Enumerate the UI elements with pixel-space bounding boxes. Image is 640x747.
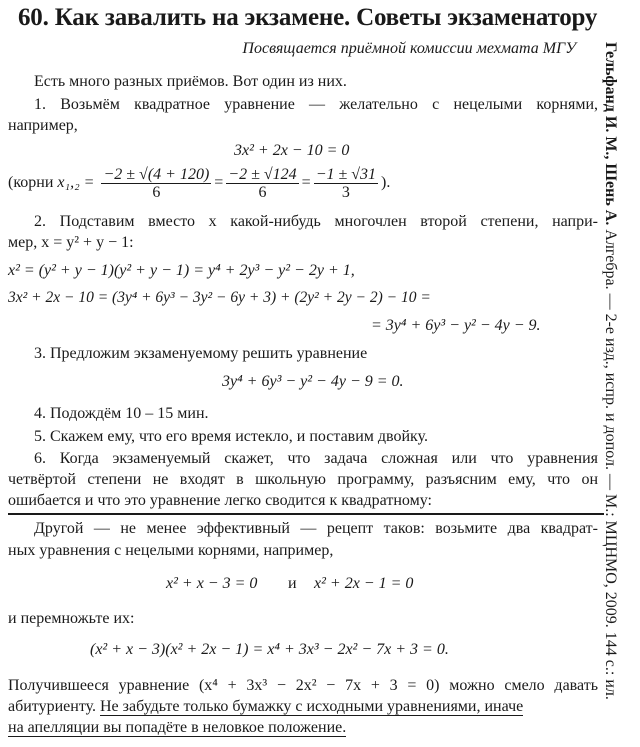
other-recipe-line2: ных уравнения с нецелыми корнями, например,: [8, 542, 334, 559]
equation-conjunction: и: [288, 575, 297, 592]
roots-fraction-1: [101, 166, 211, 201]
roots-line: (корни x₁,₂ = $\frac{-2 \pm √(4 + 120)}{6}$ = $\frac{-2 \pm √124}{6}$ = $\frac{-1 \pm √31}{3}$ ).: [8, 166, 391, 201]
final-line2: [8, 697, 523, 717]
citation-details: Алгебра. — 2-е изд., испр. и допол. — М.: МЦНМО, 2009. 144 с.: ил.: [602, 229, 619, 700]
fraction-3-denominator: 3: [341, 184, 350, 201]
equation-first-quadratic: x² + x − 3 = 0: [166, 575, 258, 592]
citation-authors: Гельфанд И. М., Шень А.: [602, 42, 619, 226]
fraction-1-numerator: −2 ± √(4 + 120): [103, 166, 210, 183]
equation-x-squared: x² = (y² + y − 1)(y² + y − 1) = y⁴ + 2y³ − y² − 2y + 1,: [8, 262, 355, 279]
fraction-2-numerator: −2 ± √124: [228, 166, 297, 183]
step6-line2: четвёртой степени не входят в школьную программу, разъясним ему, что он: [8, 471, 598, 488]
section-divider: [8, 513, 604, 515]
equation-quartic: 3y⁴ + 6y³ − y² − 4y − 9 = 0.: [222, 373, 404, 390]
final-line2-start: абитуриенту.: [8, 698, 96, 715]
roots-variable: x₁,₂ =: [57, 174, 95, 192]
step1-line2: например,: [8, 117, 78, 134]
step6-line3: ошибается и что это уравнение легко сводится к квадратному:: [8, 492, 432, 509]
fraction-3-numerator: −1 ± √31: [315, 166, 377, 183]
fraction-2-denominator: 6: [258, 184, 267, 201]
step2-line1: 2. Подставим вместо x какой-нибудь многочлен второй степени, напри-: [34, 213, 598, 230]
final-line3-underlined: на апелляции вы попадёте в неловкое положение.: [8, 719, 347, 736]
equation-result: = 3y⁴ + 6y³ − y² − 4y − 9.: [371, 317, 541, 334]
final-line2-underlined: Не забудьте только бумажку с исходными уравнениями, иначе: [100, 698, 524, 715]
roots-fraction-2: [226, 166, 298, 201]
book-citation: [601, 42, 619, 742]
step4-text: 4. Подождём 10 – 15 мин.: [34, 405, 209, 422]
step5-text: 5. Скажем ему, что его время истекло, и поставим двойку.: [34, 428, 428, 445]
dedication: Посвящается приёмной комиссии мехмата МГУ: [242, 40, 576, 57]
step3-text: 3. Предложим экзаменуемому решить уравнение: [34, 345, 368, 362]
final-line1: Получившееся уравнение (x⁴ + 3x³ − 2x² − 7x + 3 = 0) можно смело давать: [8, 677, 598, 694]
page-title: 60. Как завалить на экзамене. Советы экзаменатору: [18, 4, 598, 31]
step6-line1: 6. Когда экзаменуемый скажет, что задача сложная или что уравнения: [34, 450, 598, 467]
roots-prefix: (корни: [8, 174, 54, 192]
equation-substitution: 3x² + 2x − 10 = (3y⁴ + 6y³ − 3y² − 6y + 3) + (2y² + 2y − 2) − 10 =: [8, 289, 431, 306]
roots-suffix: ).: [381, 174, 391, 192]
roots-fraction-3: [314, 166, 378, 201]
equation-quadratic: 3x² + 2x − 10 = 0: [234, 142, 350, 159]
final-line3: [8, 718, 346, 738]
step2-line2: мер, x = y² + y − 1:: [8, 234, 134, 251]
equation-product: (x² + x − 3)(x² + 2x − 1) = x⁴ + 3x³ − 2x² − 7x + 3 = 0.: [90, 641, 449, 658]
equation-second-quadratic: x² + 2x − 1 = 0: [314, 575, 414, 592]
other-recipe-line1: Другой — не менее эффективный — рецепт таков: возьмите два квадрат-: [34, 520, 598, 537]
intro-text: Есть много разных приёмов. Вот один из них.: [34, 73, 347, 90]
multiply-text: и перемножьте их:: [8, 610, 135, 627]
fraction-1-denominator: 6: [152, 184, 161, 201]
step1-line1: 1. Возьмём квадратное уравнение — желательно с нецелыми корнями,: [34, 96, 598, 113]
